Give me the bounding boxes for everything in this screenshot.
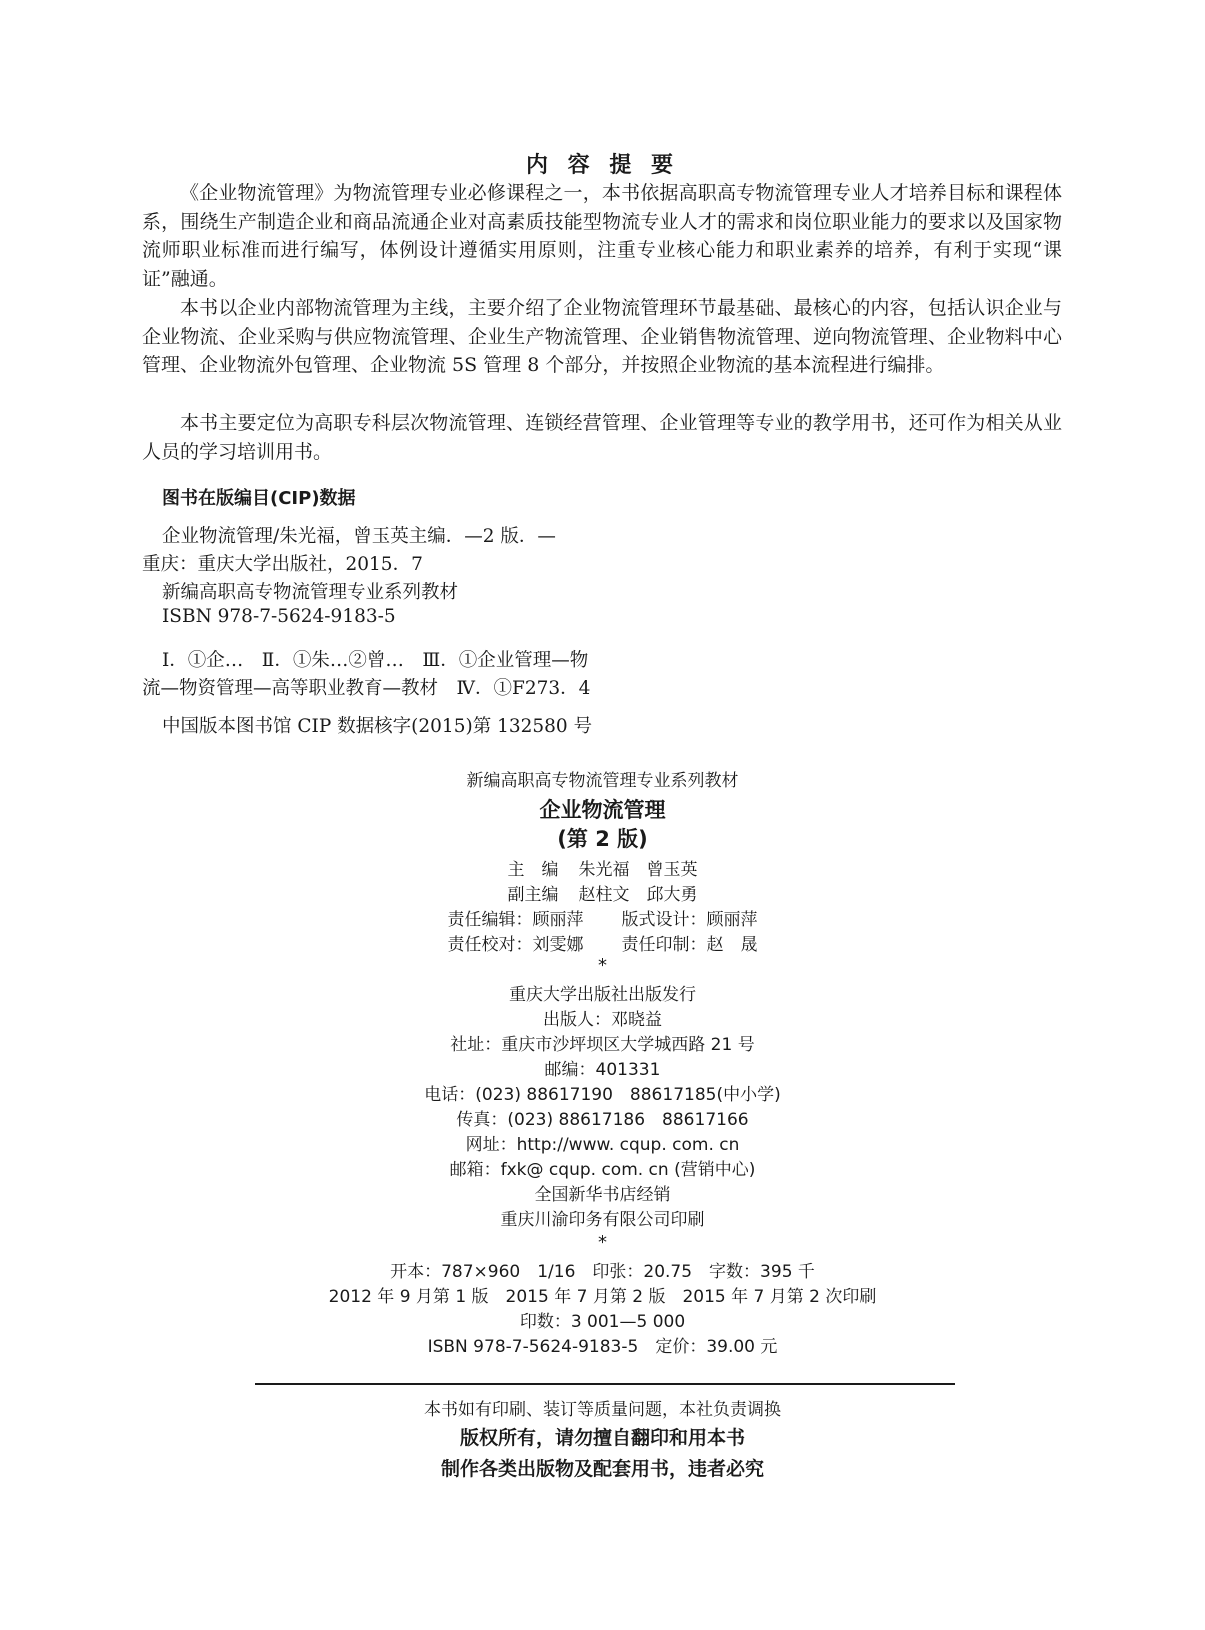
cip-series-line: 新编高职高专物流管理专业系列教材 [162, 582, 459, 603]
edition-label: (第 2 版) [557, 827, 648, 851]
cip-isbn-line: ISBN 978-7-5624-9183-5 [162, 606, 396, 627]
summary-title: 内 容 提 要 [526, 153, 679, 178]
summary-paragraph-2: 本书以企业内部物流管理为主线，主要介绍了企业物流管理环节最基础、最核心的内容，包括认识企业与企业物流、企业采购与供应物流管理、企业生产物流管理、企业销售物流管理、逆向物流管理、企业物料中心管理、企业物流外包管理、企业物流 5S 管理 8 个部分，并按照企业物流的基本流程进行编排。 [142, 297, 1062, 376]
format-info: 开本：787×960 1/16 印张：20.75 字数：395 千 [390, 1262, 815, 1282]
quality-notice: 本书如有印刷、装订等质量问题，本社负责调换 [424, 1400, 781, 1420]
print-supervisor: 责任印制：赵 晟 [621, 935, 758, 955]
series-name: 新编高职高专物流管理专业系列教材 [466, 771, 739, 791]
piracy-warning: 制作各类出版物及配套用书，违者必究 [440, 1458, 764, 1480]
cip-heading: 图书在版编目(CIP)数据 [162, 488, 356, 509]
publisher-address: 社址：重庆市沙坪坝区大学城西路 21 号 [450, 1035, 755, 1055]
chief-editor-label: 主 编 [507, 860, 559, 880]
publisher-person: 出版人：邓晓益 [543, 1010, 662, 1030]
layout-designer: 版式设计：顾丽萍 [621, 910, 758, 930]
separator-star-1: * [598, 955, 607, 976]
edition-history: 2012 年 9 月第 1 版 2015 年 7 月第 2 版 2015 年 7 月第 2 次印刷 [328, 1287, 877, 1307]
deputy-editor-names: 赵柱文 邱大勇 [578, 885, 698, 905]
cip-title-line: 企业物流管理/朱光福，曾玉英主编．—2 版．— [162, 526, 556, 547]
responsible-editor: 责任编辑：顾丽萍 [447, 910, 584, 930]
print-run: 印数：3 001—5 000 [519, 1312, 686, 1332]
chief-editor-line [0, 855, 1205, 880]
isbn-price: ISBN 978-7-5624-9183-5 定价：39.00 元 [427, 1337, 778, 1357]
fax: 传真：(023) 88617186 88617166 [456, 1110, 749, 1130]
cip-classification-line-1: Ⅰ．①企… Ⅱ．①朱…②曾… Ⅲ．①企业管理—物 [162, 650, 589, 671]
printer: 重庆川渝印务有限公司印刷 [500, 1210, 705, 1230]
publisher: 重庆大学出版社出版发行 [509, 985, 696, 1005]
phone: 电话：(023) 88617190 88617185(中小学) [424, 1085, 781, 1105]
summary-paragraph-3: 本书主要定位为高职专科层次物流管理、连锁经营管理、企业管理等专业的教学用书，还可作为相关从业人员的学习培训用书。 [142, 412, 1062, 463]
deputy-editor-label: 副主编 [507, 885, 559, 905]
deputy-editor-line [0, 880, 1205, 905]
rights-notice: 版权所有，请勿擅自翻印和用本书 [459, 1427, 745, 1449]
separator-star-2: * [598, 1232, 607, 1253]
postcode: 邮编：401331 [544, 1060, 661, 1080]
proofreader: 责任校对：刘雯娜 [447, 935, 584, 955]
cip-classification-line-2: 流—物资管理—高等职业教育—教材 Ⅳ．①F273．4 [142, 678, 591, 699]
website: 网址：http://www. cqup. com. cn [465, 1135, 740, 1155]
distributor: 全国新华书店经销 [534, 1185, 671, 1205]
divider-rule [255, 1383, 955, 1385]
cip-publisher-line: 重庆：重庆大学出版社，2015．7 [142, 554, 423, 575]
editor-designer-line [0, 905, 1205, 930]
email: 邮箱：fxk@ cqup. com. cn (营销中心) [449, 1160, 756, 1180]
proof-print-line [0, 930, 1205, 955]
chief-editor-names: 朱光福 曾玉英 [578, 860, 698, 880]
book-title: 企业物流管理 [539, 798, 666, 822]
cip-record-number: 中国版本图书馆 CIP 数据核字(2015)第 132580 号 [162, 716, 593, 737]
summary-paragraph-1: 《企业物流管理》为物流管理专业必修课程之一，本书依据高职高专物流管理专业人才培养目标和课程体系，围绕生产制造企业和商品流通企业对高素质技能型物流专业人才的需求和岗位职业能力的要求以及国家物流师职业标准而进行编写，体例设计遵循实用原则，注重专业核心能力和职业素养的培养，有利于实现“课证”融通。 [142, 182, 1062, 290]
